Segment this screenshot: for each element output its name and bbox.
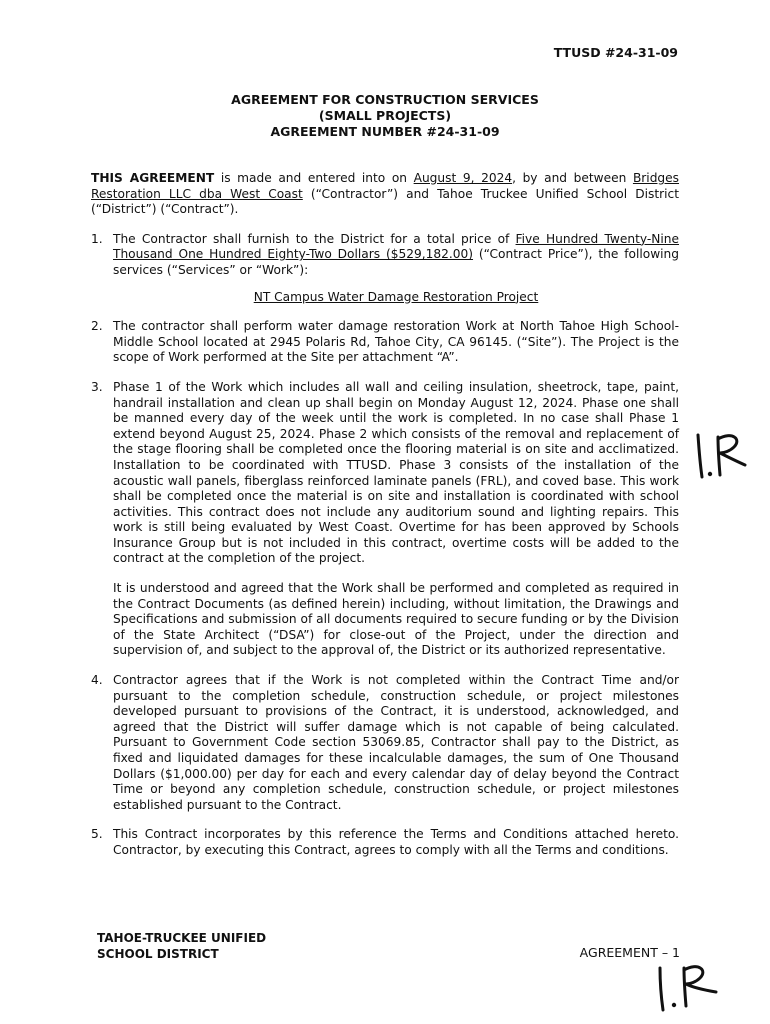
item-number: 2. bbox=[91, 319, 103, 334]
title-block bbox=[0, 92, 770, 140]
list-item bbox=[91, 827, 679, 858]
contract-price: Five Hundred Twenty-Nine Thousand One Hundred Eighty-Two Dollars ($529,182.00) bbox=[113, 231, 680, 262]
handwritten-initials bbox=[650, 960, 720, 1015]
item-number: 5. bbox=[91, 827, 103, 842]
item-number: 1. bbox=[91, 231, 103, 246]
district-name: TAHOE-TRUCKEE UNIFIED SCHOOL DISTRICT bbox=[97, 931, 267, 961]
agreement-body bbox=[91, 171, 679, 873]
item-text: Contractor agrees that if the Work is not completed within the Contract Time and/or pursuant to the completion schedule, construction schedule, or project milestones developed pursuant to provisions of the Contract, it is understood, acknowledged, and agreed that the District will suffer damage which is not capable of being calculated. Pursuant to Government Code section 53069.85, Contractor shall pay to the District, as fixed and liquidated damages for these incalculable damages, the sum of One Thousand Dollars ($1,000.00) per day for each and every calendar day of delay beyond the Contract Time or beyond any completion schedule, construction schedule, or project milestones established pursuant to the Contract. bbox=[113, 673, 679, 812]
item-text: The contractor shall perform water damage restoration Work at North Tahoe High School-Middle School located at 2945 Polaris Rd, Tahoe City, CA 96145. (“Site”). The Project is the scope of Work performed at the Site per attachment “A”. bbox=[113, 319, 679, 365]
intro-lead: THIS AGREEMENT bbox=[91, 171, 215, 185]
item-text: Phase 1 of the Work which includes all wall and ceiling insulation, sheetrock, tape, paint, handrail installation and clean up shall begin on Monday August 12, 2024. Phase one shall be manned every day of the week until the work is completed. In no case shall Phase 1 extend beyond August 25, 2024. Phase 2 which consists of the removal and replacement of the stage flooring shall be completed once the flooring material is on site and acclimatized. Installation to be coordinated with TTUSD. Phase 3 consists of the installation of the acoustic wall panels, fiberglass reinforced laminate panels (FRL), and coved base. This work shall be completed once the material is on site and installation is coordinated with school activities. This contract does not include any auditorium sound and lighting repairs. This work is still being evaluated by West Coast. Overtime for has been approved by Schools Insurance Group but is not included in this contract, overtime costs will be added to the contract at the completion of the project. bbox=[113, 379, 679, 566]
item-text: This Contract incorporates by this reference the Terms and Conditions attached hereto. Contractor, by executing this Contract, agrees to comply with all the Terms and conditions. bbox=[113, 827, 679, 857]
intro-paragraph: THIS AGREEMENT is made and entered into on August 9, 2024, by and between Bridges Restoration LLC dba West Coast (“Contractor”) and Tahoe Truckee Unified School District (“District”) (“Contract”). bbox=[91, 171, 680, 217]
item-text: It is understood and agreed that the Work shall be performed and completed as required in the Contract Documents (as defined herein) including, without limitation, the Drawings and Specifications and submission of all documents required to secure funding or by the Division of the State Architect (“DSA”) for close-out of the Project, under the direction and supervision of, and subject to the approval of, the District or its authorized representative. bbox=[113, 581, 679, 658]
list-item bbox=[91, 673, 679, 813]
handwritten-initials bbox=[690, 425, 750, 485]
contractor-name: Bridges Restoration LLC dba West Coast bbox=[91, 171, 680, 201]
list-item: 1. The Contractor shall furnish to the District for a total price of Five Hundred Twenty-Nine Thousand One Hundred Eighty-Two Dollars ($529,182.00) (“Contract Price”), the following services (“Services” or “Work”): NT Campus Water Damage Restoration Project bbox=[91, 231, 680, 304]
title-line: (SMALL PROJECTS) bbox=[318, 108, 452, 123]
page-label: AGREEMENT – 1 bbox=[579, 945, 680, 960]
project-name: NT Campus Water Damage Restoration Project bbox=[253, 289, 539, 304]
document-number: TTUSD #24-31-09 bbox=[553, 45, 678, 60]
terms-list bbox=[91, 232, 679, 859]
item-number: 3. bbox=[91, 379, 103, 394]
list-item bbox=[91, 319, 679, 366]
agreement-date: August 9, 2024 bbox=[413, 171, 513, 185]
item-number: 4. bbox=[91, 673, 103, 688]
title-line: AGREEMENT FOR CONSTRUCTION SERVICES bbox=[231, 92, 539, 107]
title-line: AGREEMENT NUMBER #24-31-09 bbox=[270, 124, 500, 139]
list-item bbox=[91, 380, 679, 659]
